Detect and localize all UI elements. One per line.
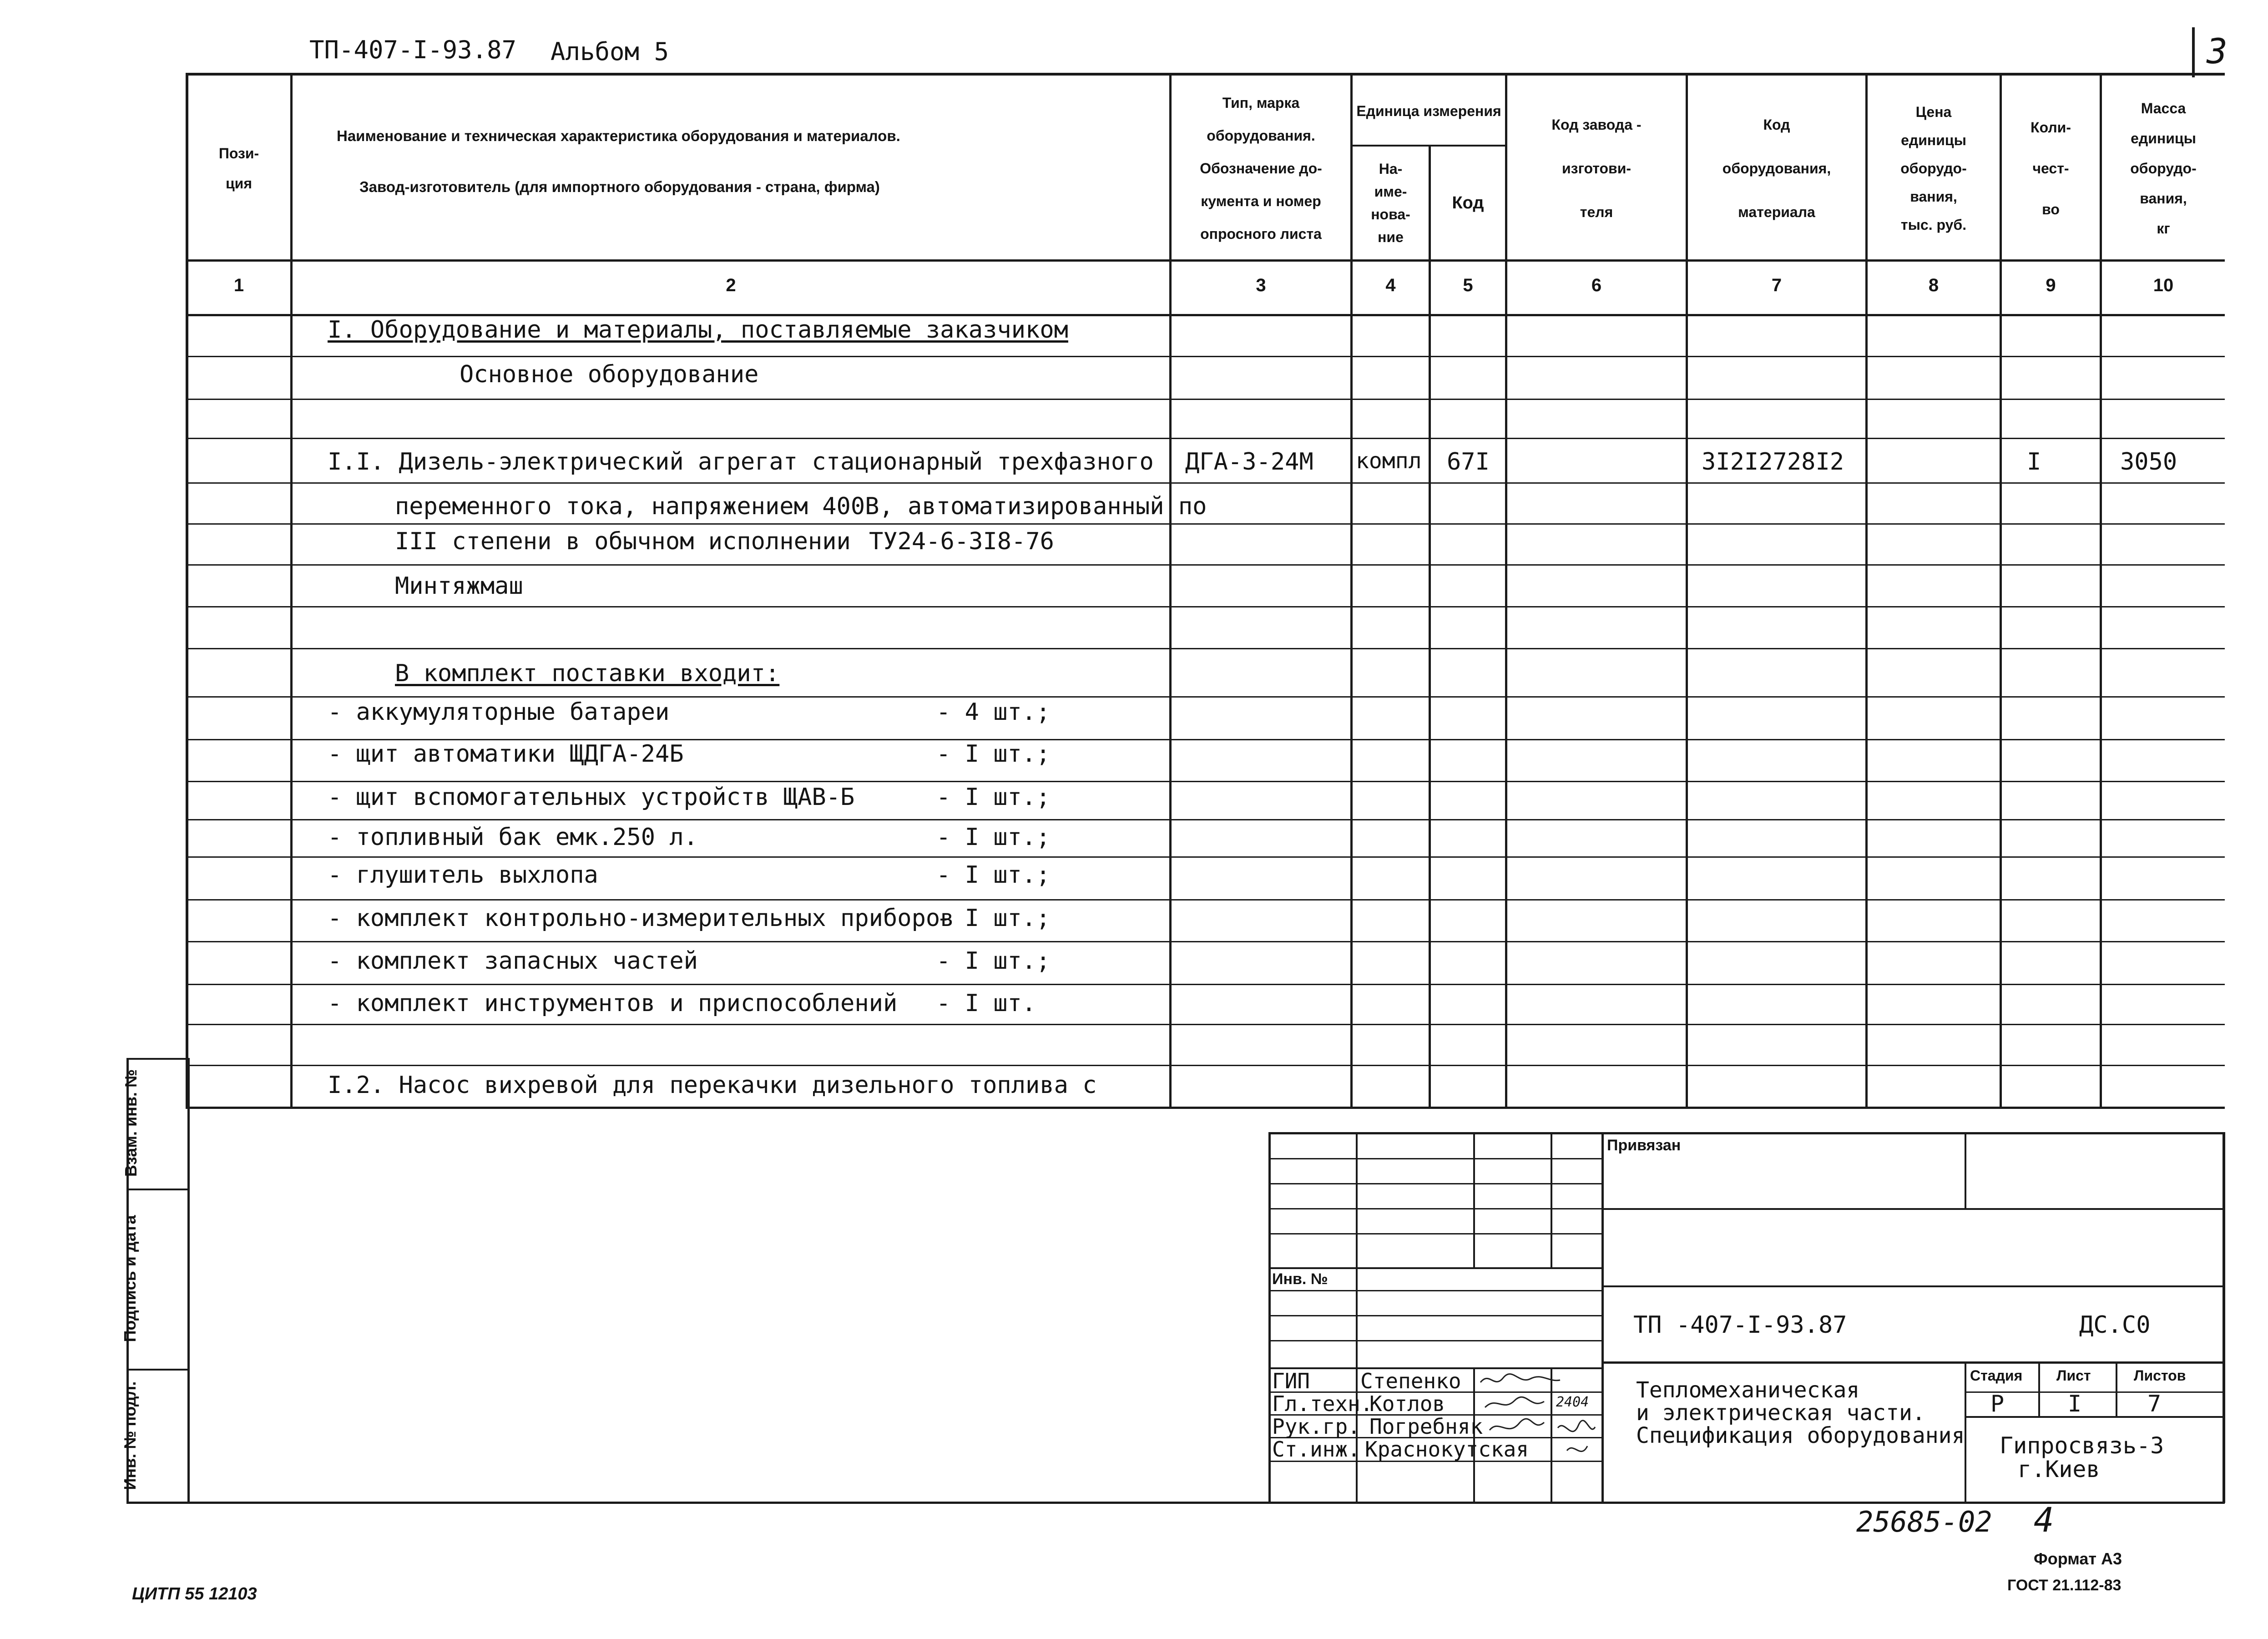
stamp-right-h [1601, 1285, 2225, 1287]
row-line [186, 399, 2225, 400]
kit-item-name: - глушитель выхлопа [328, 861, 598, 889]
frame-left-lower [187, 1110, 190, 1504]
org-line2: г.Киев [2018, 1456, 2100, 1482]
header-unit-name: На- име- нова- ние [1371, 161, 1410, 245]
row-line [186, 356, 2225, 357]
row-line [186, 1024, 2225, 1025]
kit-item-qty: - I шт. [936, 990, 1036, 1017]
header-maker: Завод-изготовитель (для импортного оборудования - страна, фирма) [359, 178, 880, 195]
row-line [186, 482, 2225, 484]
stamp-right-h [1601, 1361, 2225, 1364]
colnum-3: 3 [1256, 275, 1266, 295]
kit-item-qty: - I шт.; [936, 824, 1051, 851]
stamp-sheet-code: ДС.С0 [2079, 1311, 2151, 1339]
colnum-9: 9 [2046, 275, 2056, 295]
archive-number: 25685-02 [1856, 1505, 1992, 1538]
header-bottom-line [186, 259, 2225, 262]
stamp-grid-h [1268, 1267, 1601, 1269]
row-line [186, 856, 2225, 858]
stamp-right-h [1601, 1208, 2225, 1210]
kit-item-qty: - I шт.; [936, 740, 1051, 768]
stamp-stage-v [2038, 1361, 2040, 1416]
side-zam-inv: Взам. инв. № [121, 1069, 140, 1177]
item1-equip-code: 3I2I2728I2 [1702, 448, 1844, 476]
item1-tu: ТУ24-6-3I8-76 [869, 528, 1054, 555]
stamp-stage-v [2116, 1361, 2117, 1416]
side-strip-top [126, 1058, 188, 1060]
stamp-doc-code: ТП -407-I-93.87 [1633, 1311, 1847, 1339]
stamp-grid-h [1268, 1233, 1601, 1234]
kit-item-name: - комплект контрольно-измерительных приборов [328, 905, 955, 932]
colnum-8: 8 [1928, 275, 1939, 295]
colnum-10: 10 [2153, 275, 2174, 295]
doc-code-top: ТП-407-I-93.87 [309, 35, 517, 64]
stamp-grid-v [1473, 1132, 1475, 1269]
stage-value: Р [1990, 1391, 2005, 1417]
colnum-6: 6 [1591, 275, 1602, 295]
item1-line3: III степени в обычном исполнении [395, 528, 851, 555]
col-line-1 [290, 73, 293, 1108]
sheet-label: Лист [2056, 1367, 2091, 1384]
person-name: Краснокутская [1365, 1437, 1529, 1462]
colnum-1: 1 [233, 275, 244, 295]
stage-label: Стадия [1970, 1367, 2023, 1384]
kit-item-qty: - 4 шт.; [936, 698, 1051, 726]
stamp-main-v [1601, 1132, 1604, 1503]
row-line [186, 696, 2225, 698]
kit-item-name: - щит вспомогательных устройств ЩАВ-Б [328, 784, 855, 811]
inv-label: Инв. № [1272, 1270, 1328, 1288]
bound-label: Привязан [1607, 1137, 1681, 1154]
format-label: Формат А3 [2034, 1549, 2122, 1568]
row-line [186, 819, 2225, 820]
signatures-image [1476, 1369, 1599, 1462]
item2-line1: I.2. Насос вихревой для перекачки дизельного топлива с [328, 1072, 1097, 1099]
sheets-value: 7 [2147, 1391, 2162, 1417]
header-type: Тип, марка оборудования. Обозначение до- кумента и номер опросного листа [1200, 95, 1322, 242]
role-label: Гл.техн. [1272, 1391, 1373, 1416]
header-unit: Единица измерения [1356, 103, 1501, 119]
archive-sheet: 4 [2034, 1501, 2054, 1540]
header-qty: Коли- чест- во [2031, 119, 2071, 218]
header-position: Пози- ция [218, 145, 259, 192]
section-title: I. Оборудование и материалы, поставляемые заказчиком [328, 316, 1068, 344]
stamp-left [1268, 1132, 1271, 1503]
role-label: ГИП [1272, 1369, 1310, 1393]
person-name: Погребняк [1369, 1414, 1483, 1439]
stamp-right [2223, 1132, 2225, 1503]
item1-type: ДГА-3-24М [1185, 448, 1313, 476]
stamp-grid-h [1268, 1183, 1601, 1184]
sign-date: 2404 [1556, 1394, 1589, 1410]
stamp-title: Тепломеханическая и электрическая части. Спецификация оборудования [1636, 1377, 1965, 1448]
person-name: Степенко [1360, 1369, 1461, 1393]
sheets-label: Листов [2134, 1367, 2186, 1384]
row-line [186, 438, 2225, 439]
stamp-grid-h [1268, 1315, 1601, 1316]
side-inv-podl: Инв. № подл. [121, 1381, 139, 1490]
item1-line1: I.I. Дизель-электрический агрегат стационарный трехфазного [328, 448, 1154, 476]
colnum-4: 4 [1385, 275, 1396, 295]
colnum-5: 5 [1463, 275, 1473, 295]
kit-item-qty: - I шт.; [936, 861, 1051, 889]
org-line1: Гипросвязь-3 [2000, 1432, 2164, 1459]
row-line [186, 523, 2225, 525]
printer-label: ЦИТП 55 12103 [132, 1584, 257, 1604]
colnum-7: 7 [1771, 275, 1782, 295]
kit-item-qty: - I шт.; [936, 947, 1051, 975]
table-top-border [186, 73, 2225, 76]
item1-line2: переменного тока, напряжением 400В, автоматизированный по [395, 493, 1207, 520]
kit-item-name: - комплект запасных частей [328, 947, 698, 975]
colnum-2: 2 [726, 275, 736, 295]
item1-unit-code: 67I [1447, 448, 1490, 476]
side-sign-date: Подпись и дата [121, 1215, 139, 1342]
row-line [186, 984, 2225, 985]
kit-item-name: - топливный бак емк.250 л. [328, 824, 698, 851]
kit-item-qty: - I шт.; [936, 784, 1051, 811]
header-unit-code: Код [1452, 193, 1484, 212]
row-line [186, 941, 2225, 942]
header-price: Цена единицы оборудо- вания, тыс. руб. [1900, 104, 1967, 233]
page-number: 3 [2207, 31, 2228, 71]
page-number-divider [2192, 27, 2195, 77]
role-label: Ст.инж. [1272, 1437, 1360, 1462]
item1-qty: I [2027, 448, 2041, 476]
header-equip-code: Код оборудования, материала [1722, 116, 1831, 220]
stamp-stage-v [1965, 1361, 1966, 1503]
kit-title: В комплект поставки входит: [395, 660, 780, 687]
kit-item-qty: - I шт.; [936, 905, 1051, 932]
subsection-title: Основное оборудование [460, 361, 759, 388]
item1-maker: Минтяжмаш [395, 572, 523, 600]
stamp-grid-h [1268, 1290, 1601, 1291]
header-plant-code: Код завода - изготови- теля [1551, 116, 1642, 220]
kit-item-name: - аккумуляторные батареи [328, 698, 670, 726]
kit-item-name: - комплект инструментов и приспособлений [328, 990, 898, 1017]
gost-label: ГОСТ 21.112-83 [2007, 1577, 2122, 1590]
stamp-top [1268, 1132, 2225, 1134]
row-line [186, 1065, 2225, 1066]
row-line [186, 648, 2225, 649]
item1-unit: компл [1356, 448, 1422, 474]
kit-item-name: - щит автоматики ЩДГА-24Б [328, 740, 684, 768]
role-label: Рук.гр. [1272, 1414, 1360, 1439]
stamp-bound-v [1965, 1132, 1966, 1209]
sheet-value: I [2068, 1391, 2082, 1417]
row-line [186, 606, 2225, 607]
stamp-grid-h [1268, 1340, 1601, 1341]
row-line [186, 781, 2225, 782]
item1-mass: 3050 [2120, 448, 2177, 476]
frame-bottom [126, 1502, 2225, 1504]
header-mass: Масса единицы оборудо- вания, кг [2130, 100, 2197, 237]
row-line [186, 899, 2225, 900]
row-line [186, 1107, 2225, 1109]
row-line [186, 564, 2225, 566]
album-label: Альбом 5 [551, 37, 669, 66]
person-name: Котлов [1369, 1391, 1445, 1416]
stamp-grid-h [1268, 1158, 1601, 1159]
stamp-grid-h [1268, 1208, 1601, 1209]
header-name: Наименование и техническая характеристика оборудования и материалов. [337, 127, 900, 144]
stamp-grid-v [1551, 1132, 1552, 1269]
